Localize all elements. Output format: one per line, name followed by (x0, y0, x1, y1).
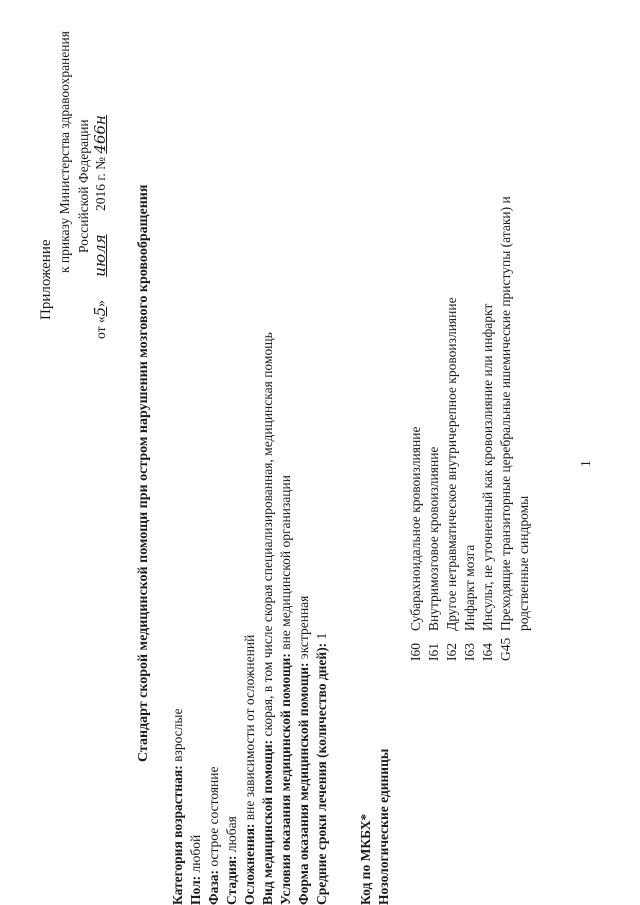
icd-name: Инфаркт мозга (462, 544, 477, 631)
param-stage-value: любая (224, 816, 239, 856)
icd-name: Другое нетравматическое внутричерепное кровоизлияние (444, 297, 459, 631)
icd-code: G45 (498, 637, 513, 661)
icd-header-text: Код по МКБХ* (358, 813, 373, 905)
param-care-type (260, 332, 276, 905)
icd-name: Внутримозговое кровоизлияние (426, 446, 441, 631)
icd-item (444, 297, 460, 661)
param-phase-value: острое состояние (206, 766, 221, 870)
icd-code: I63 (462, 643, 477, 661)
icd-header (358, 814, 374, 905)
icd-code: I64 (480, 643, 495, 661)
param-duration (314, 633, 330, 905)
appendix-title-text: Приложение (38, 239, 54, 320)
icd-code: I62 (444, 643, 459, 661)
appendix-line1-text: к приказу Министерства здравоохранения (57, 31, 72, 273)
icd-subheader-text: Нозологические единицы (376, 748, 391, 905)
param-complications (242, 635, 258, 905)
date-month-handwritten: июля (91, 234, 109, 277)
date-year: 2016 г. № (93, 156, 108, 211)
appendix-line1 (57, 31, 73, 273)
icd-name-continuation: родственные синдромы (516, 495, 531, 631)
date-prefix: от « (93, 316, 108, 339)
appendix-line2-text: Российской Федерации (76, 119, 91, 253)
page-number (578, 460, 594, 467)
date-mid: » (93, 300, 108, 307)
param-form-label: Форма оказания медицинской помощи: (296, 662, 311, 905)
page-number-text: 1 (578, 460, 593, 467)
param-stage-label: Стадия: (224, 855, 239, 905)
date-day-handwritten: 5 (91, 306, 109, 317)
icd-subheader (376, 749, 392, 905)
icd-code: I61 (426, 643, 441, 661)
param-duration-value: 1 (314, 632, 329, 643)
appendix-title (38, 239, 54, 320)
param-age (170, 709, 186, 905)
param-duration-label: Средние сроки лечения (количество дней): (314, 642, 329, 905)
order-number-handwritten: 466н (91, 115, 109, 154)
param-form-value: экстренная (296, 595, 311, 663)
param-age-label: Категория возрастная: (170, 765, 185, 905)
param-phase-label: Фаза: (206, 869, 221, 905)
param-care-type-label: Вид медицинской помощи: (260, 739, 275, 905)
param-age-value: взрослые (170, 708, 185, 766)
param-conditions (278, 475, 294, 905)
param-complications-value: вне зависимости от осложнений (242, 634, 257, 824)
icd-item (408, 427, 424, 661)
icd-item (426, 447, 442, 661)
icd-code: I60 (408, 643, 423, 661)
param-phase (206, 766, 222, 905)
param-stage (224, 816, 240, 905)
icd-item (498, 196, 514, 661)
param-care-type-value: скорая, в том числе скорая специализированная, медицинская помощь (260, 332, 275, 740)
param-sex (188, 835, 204, 905)
icd-name: Субарахноидальное кровоизлияние (408, 426, 423, 631)
icd-item-continuation (516, 496, 532, 631)
param-conditions-label: Условия оказания медицинской помощи: (278, 653, 293, 905)
icd-item (462, 545, 478, 661)
icd-item (480, 304, 496, 661)
document-title (136, 185, 152, 762)
appendix-line2 (76, 119, 92, 253)
param-sex-label: Пол: (188, 875, 203, 905)
appendix-date-line (92, 115, 109, 339)
icd-name: Преходящие транзиторные церебральные ишемические приступы (атаки) и (498, 196, 513, 631)
document-title-text: Стандарт скорой медицинской помощи при остром нарушении мозгового кровообращения (136, 184, 151, 762)
param-conditions-value: вне медицинской организации (278, 475, 293, 654)
param-complications-label: Осложнения: (242, 823, 257, 905)
param-form (296, 596, 312, 905)
icd-name: Инсульт, не уточненный как кровоизлияние или инфаркт (480, 303, 495, 631)
param-sex-value: любой (188, 834, 203, 876)
